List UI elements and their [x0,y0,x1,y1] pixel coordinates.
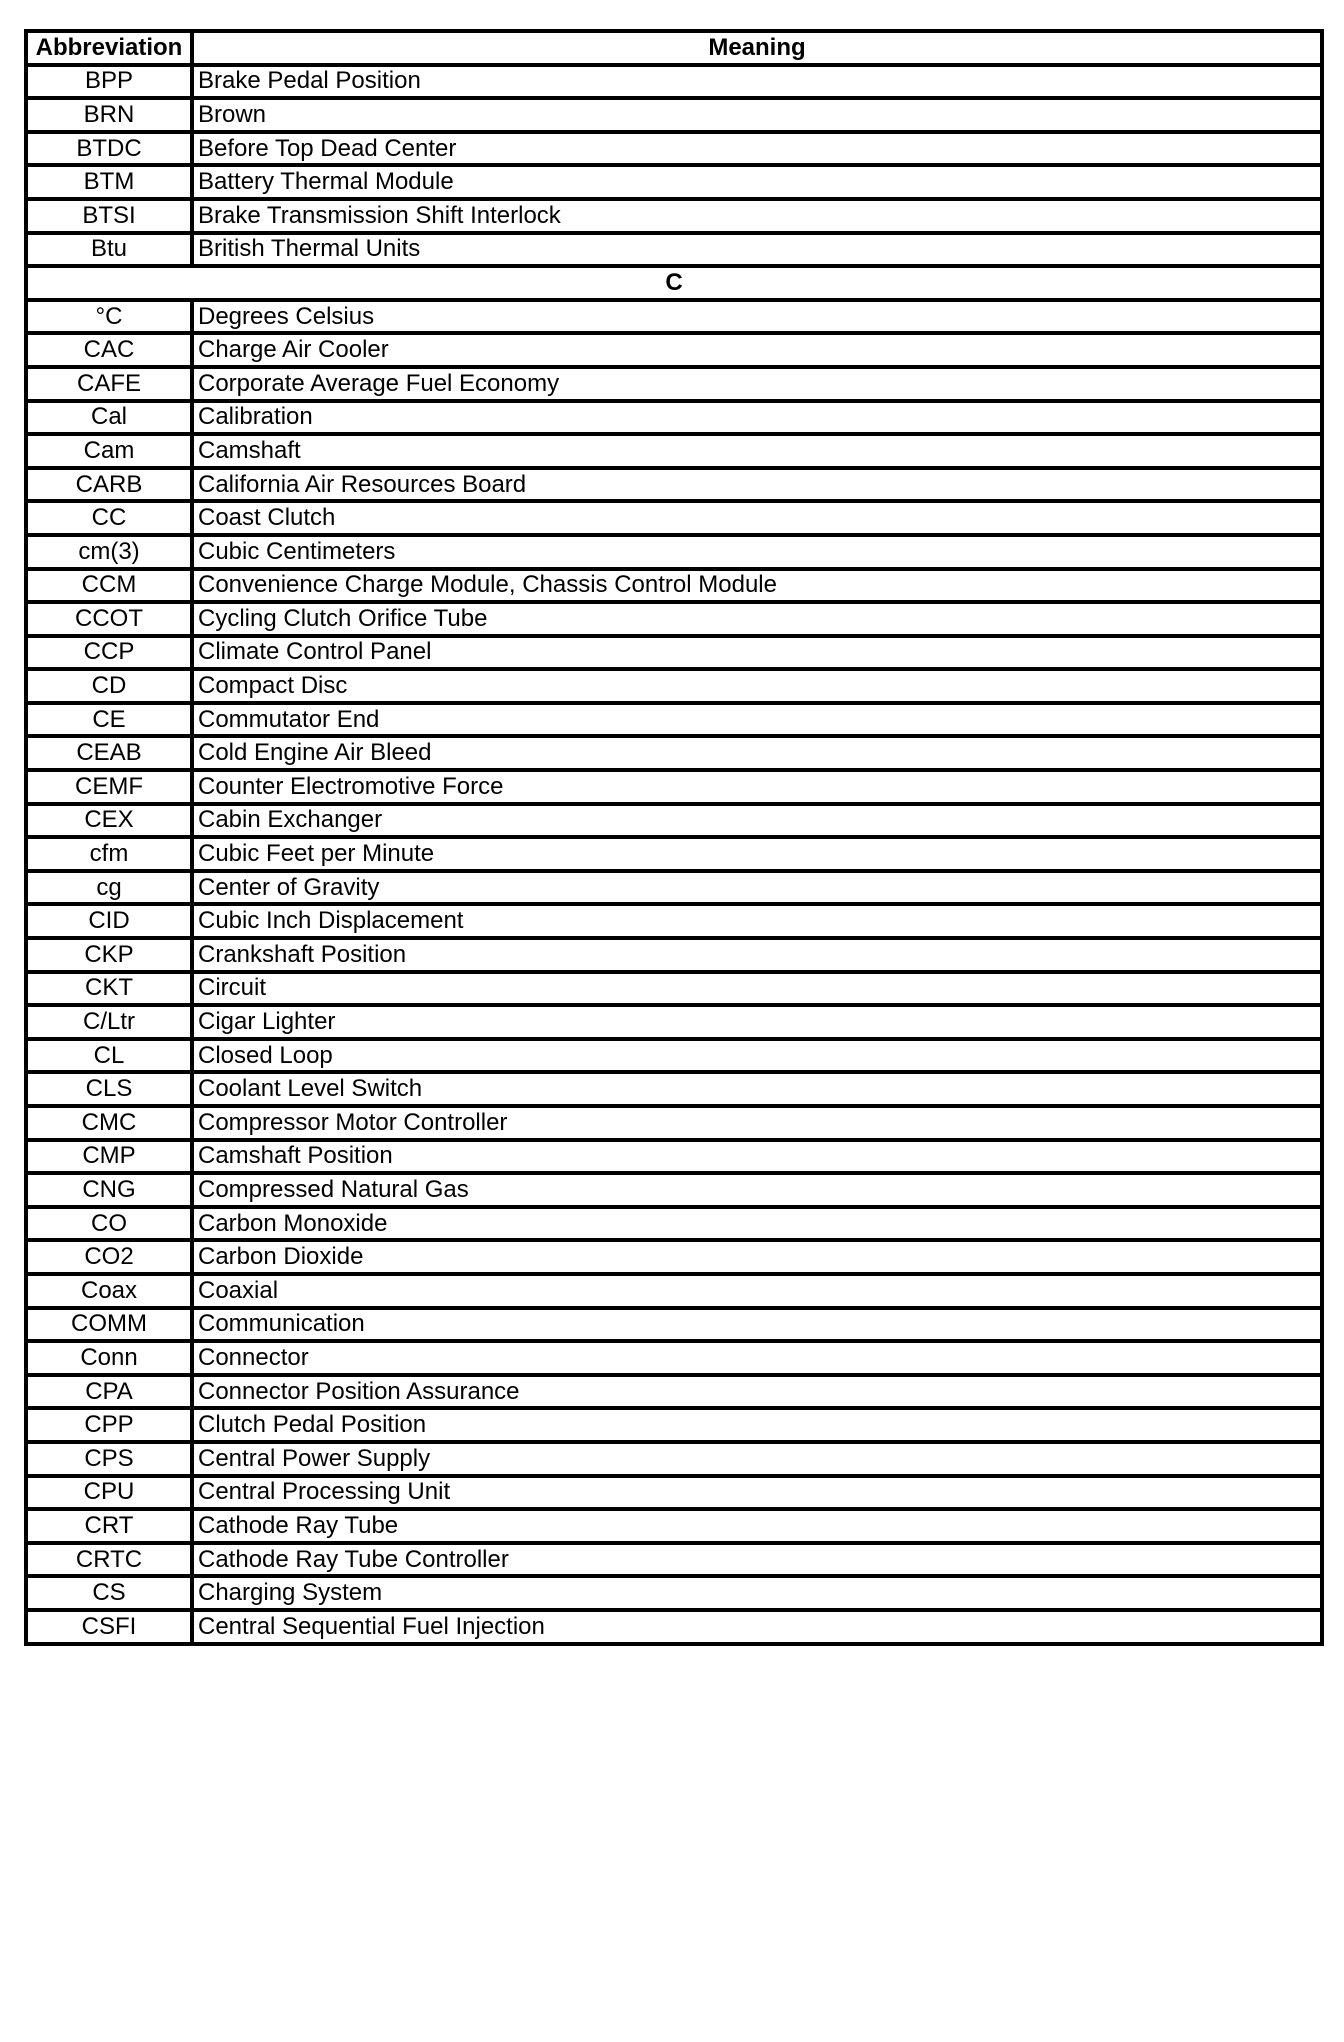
table-row [26,468,1322,502]
abbreviation-cell: CRT [26,1509,192,1543]
table-row [26,1308,1322,1342]
meaning-cell: Carbon Monoxide [192,1207,1322,1241]
abbreviation-cell: CEMF [26,770,192,804]
table-row [26,703,1322,737]
meaning-cell: Coolant Level Switch [192,1072,1322,1106]
table-row [26,569,1322,603]
meaning-cell: Degrees Celsius [192,300,1322,334]
meaning-cell: California Air Resources Board [192,468,1322,502]
abbreviation-cell: CE [26,703,192,737]
meaning-cell: Compressor Motor Controller [192,1106,1322,1140]
table-row [26,98,1322,132]
abbreviation-cell: BTDC [26,132,192,166]
table-row [26,602,1322,636]
meaning-cell: Brown [192,98,1322,132]
abbreviation-cell: CCP [26,636,192,670]
table-row [26,535,1322,569]
table-row [26,300,1322,334]
meaning-cell: Calibration [192,401,1322,435]
table-row [26,1509,1322,1543]
abbreviation-cell: CPA [26,1375,192,1409]
table-row [26,1207,1322,1241]
meaning-cell: Camshaft [192,434,1322,468]
meaning-cell: Clutch Pedal Position [192,1408,1322,1442]
meaning-cell: Cabin Exchanger [192,804,1322,838]
abbreviation-cell: °C [26,300,192,334]
table-row [26,669,1322,703]
meaning-cell: Connector Position Assurance [192,1375,1322,1409]
table-row [26,233,1322,267]
meaning-cell: Coast Clutch [192,501,1322,535]
meaning-cell: Central Processing Unit [192,1476,1322,1510]
meaning-cell: Brake Transmission Shift Interlock [192,199,1322,233]
abbreviation-cell: BPP [26,65,192,99]
table-row [26,434,1322,468]
abbreviation-cell: CL [26,1039,192,1073]
table-row [26,972,1322,1006]
table-row [26,1408,1322,1442]
abbreviation-cell: CSFI [26,1610,192,1644]
meaning-cell: Communication [192,1308,1322,1342]
abbreviation-cell: COMM [26,1308,192,1342]
table-row [26,804,1322,838]
table-row [26,938,1322,972]
table-row [26,1240,1322,1274]
table-row [26,199,1322,233]
meaning-cell: Carbon Dioxide [192,1240,1322,1274]
meaning-cell: Cubic Inch Displacement [192,904,1322,938]
abbreviation-cell: CD [26,669,192,703]
abbreviation-cell: BTM [26,165,192,199]
table-row [26,770,1322,804]
meaning-cell: Coaxial [192,1274,1322,1308]
meaning-cell: Brake Pedal Position [192,65,1322,99]
table-row [26,904,1322,938]
meaning-cell: Circuit [192,972,1322,1006]
abbreviation-cell: cfm [26,837,192,871]
abbreviation-cell: Coax [26,1274,192,1308]
abbreviation-cell: CCOT [26,602,192,636]
table-row [26,1072,1322,1106]
table-row [26,837,1322,871]
abbreviation-cell: CMC [26,1106,192,1140]
abbreviation-cell: CEAB [26,736,192,770]
table-row [26,1375,1322,1409]
meaning-cell: Commutator End [192,703,1322,737]
table-row [26,132,1322,166]
meaning-cell: Cycling Clutch Orifice Tube [192,602,1322,636]
abbreviation-cell: Cal [26,401,192,435]
table-row [26,636,1322,670]
table-row [26,736,1322,770]
table-row [26,1173,1322,1207]
abbreviation-cell: Btu [26,233,192,267]
abbreviation-cell: CC [26,501,192,535]
table-row [26,1610,1322,1644]
table-row [26,1341,1322,1375]
table-row [26,1442,1322,1476]
table-row [26,1543,1322,1577]
table-row [26,65,1322,99]
meaning-cell: Corporate Average Fuel Economy [192,367,1322,401]
meaning-cell: Closed Loop [192,1039,1322,1073]
abbreviation-cell: CLS [26,1072,192,1106]
meaning-cell: Compact Disc [192,669,1322,703]
table-row [26,1140,1322,1174]
abbreviation-cell: CRTC [26,1543,192,1577]
abbreviation-column-header: Abbreviation [26,31,192,65]
section-header-row [26,266,1322,300]
table-row [26,1039,1322,1073]
meaning-cell: Camshaft Position [192,1140,1322,1174]
abbreviation-cell: CMP [26,1140,192,1174]
abbreviation-cell: CKP [26,938,192,972]
meaning-cell: Central Sequential Fuel Injection [192,1610,1322,1644]
table-body [26,65,1322,1644]
table-row [26,1476,1322,1510]
meaning-cell: Charging System [192,1576,1322,1610]
meaning-cell: Cubic Feet per Minute [192,837,1322,871]
meaning-cell: Cathode Ray Tube Controller [192,1543,1322,1577]
abbreviation-cell: cm(3) [26,535,192,569]
table-row [26,501,1322,535]
meaning-cell: British Thermal Units [192,233,1322,267]
abbreviation-cell: CKT [26,972,192,1006]
meaning-cell: Cubic Centimeters [192,535,1322,569]
abbreviation-cell: CARB [26,468,192,502]
abbreviation-cell: CID [26,904,192,938]
table-row [26,367,1322,401]
header-row [26,31,1322,65]
section-letter: C [26,266,1322,300]
meaning-cell: Convenience Charge Module, Chassis Control Module [192,569,1322,603]
table-row [26,1106,1322,1140]
abbreviation-cell: CPS [26,1442,192,1476]
table-row [26,333,1322,367]
meaning-cell: Cold Engine Air Bleed [192,736,1322,770]
meaning-cell: Charge Air Cooler [192,333,1322,367]
meaning-column-header: Meaning [192,31,1322,65]
abbreviation-cell: BTSI [26,199,192,233]
abbreviation-cell: CAFE [26,367,192,401]
meaning-cell: Central Power Supply [192,1442,1322,1476]
abbreviation-cell: CNG [26,1173,192,1207]
abbreviation-cell: CPU [26,1476,192,1510]
abbreviation-cell: cg [26,871,192,905]
abbreviation-cell: BRN [26,98,192,132]
meaning-cell: Battery Thermal Module [192,165,1322,199]
table-row [26,871,1322,905]
abbreviation-cell: CO2 [26,1240,192,1274]
table-row [26,1274,1322,1308]
meaning-cell: Compressed Natural Gas [192,1173,1322,1207]
meaning-cell: Cigar Lighter [192,1005,1322,1039]
abbreviation-cell: CEX [26,804,192,838]
meaning-cell: Counter Electromotive Force [192,770,1322,804]
abbreviation-table [24,29,1324,1646]
abbreviation-cell: Conn [26,1341,192,1375]
abbreviation-cell: CS [26,1576,192,1610]
meaning-cell: Connector [192,1341,1322,1375]
abbreviation-cell: CO [26,1207,192,1241]
meaning-cell: Before Top Dead Center [192,132,1322,166]
table-row [26,1005,1322,1039]
abbreviation-cell: CAC [26,333,192,367]
meaning-cell: Center of Gravity [192,871,1322,905]
meaning-cell: Cathode Ray Tube [192,1509,1322,1543]
meaning-cell: Climate Control Panel [192,636,1322,670]
abbreviation-cell: C/Ltr [26,1005,192,1039]
table-row [26,165,1322,199]
meaning-cell: Crankshaft Position [192,938,1322,972]
table-row [26,1576,1322,1610]
abbreviation-cell: CCM [26,569,192,603]
abbreviation-cell: CPP [26,1408,192,1442]
abbreviation-cell: Cam [26,434,192,468]
table-row [26,401,1322,435]
